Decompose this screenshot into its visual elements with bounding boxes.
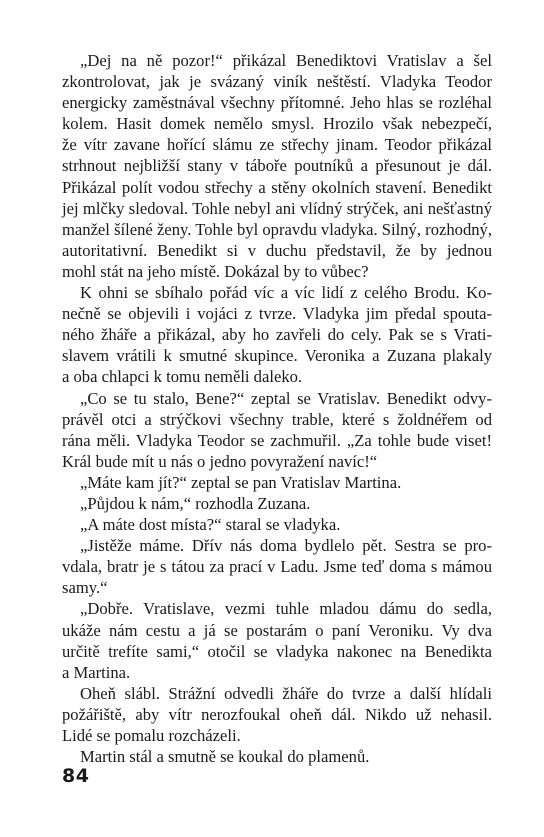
text-line: „Jistěže máme. Dřív nás doma bydlelo pět. Sestra se pro- (80, 536, 492, 556)
text-line: strhnout nejbližší stany v táboře poutníků a přesunout je dál. (62, 156, 492, 176)
text-line: zkontrolovat, jak je svázaný viník neštěstí. Vladyka Teodor (62, 72, 492, 92)
paragraph (62, 598, 492, 682)
text-line: manžel šílené ženy. Tohle byl opravdu vladyka. Silný, rozhodný, (62, 219, 492, 239)
book-page-text (62, 50, 492, 767)
paragraph (62, 388, 492, 472)
text-line: samy.“ (62, 578, 108, 598)
text-line: „Půjdou k nám,“ rozhodla Zuzana. (80, 493, 311, 513)
text-line: kolem. Hasit domek nemělo smysl. Hrozilo však nebezpečí, (62, 114, 492, 134)
paragraph (62, 472, 492, 493)
text-line: Martin stál a smutně se koukal do plamenů. (80, 747, 370, 767)
text-line: Král bude mít u nás o jedno povyražení navíc!“ (62, 451, 378, 471)
text-line: „A máte dost místa?“ staral se vladyka. (80, 515, 341, 535)
paragraph (62, 282, 492, 387)
text-line: ukáže nám cestu a já se postarám o paní Veroniku. Vy dva (62, 620, 492, 640)
text-line: jej mlčky sledoval. Tohle nebyl ani vlídný strýček, ani nešťastný (62, 198, 492, 218)
paragraph (62, 535, 492, 598)
text-line: ného žháře a přikázal, aby ho zavřeli do cely. Pak se s Vrati- (62, 325, 492, 345)
text-line: požářiště, aby vítr nerozfoukal oheň dál. Nikdo už nehasil. (62, 704, 492, 724)
text-line: „Dobře. Vratislave, vezmi tuhle mladou dámu do sedla, (80, 599, 492, 619)
paragraph (62, 683, 492, 746)
text-line: nečně se objevili i vojáci z tvrze. Vladyka jim předal spouta- (62, 304, 492, 324)
text-line: určitě trefíte sami,“ otočil se vladyka nakonec na Benedikta (62, 641, 492, 661)
text-line: právěl otci a strýčkovi všechny trable, které s žoldnéřem od (62, 409, 492, 429)
text-line: autoritativní. Benedikt si v duchu představil, že by jednou (62, 240, 492, 260)
text-line: Oheň slábl. Strážní odvedli žháře do tvrze a další hlídali (80, 683, 492, 703)
paragraph (62, 514, 492, 535)
text-line: Přikázal polít vodou střechy a stěny okolních stavení. Benedikt (62, 177, 492, 197)
page-number: 84 (62, 765, 90, 787)
text-line: a oba chlapci k tomu neměli daleko. (62, 367, 303, 387)
text-line: vdala, bratr je s tátou za prací v Ladu. Jsme teď doma s mámou (62, 557, 492, 577)
text-line: že vítr zavane hořící slámu ze střechy jinam. Teodor přikázal (62, 135, 492, 155)
paragraph (62, 493, 492, 514)
text-line: mohl stát na jeho místě. Dokázal by to vůbec? (62, 261, 369, 281)
paragraph (62, 746, 492, 767)
text-line: „Máte kam jít?“ zeptal se pan Vratislav Martina. (80, 472, 402, 492)
paragraph (62, 50, 492, 282)
text-line: rána měli. Vladyka Teodor se zachmuřil. „Za tohle bude viset! (62, 430, 492, 450)
text-line: K ohni se sbíhalo pořád víc a víc lidí z celého Brodu. Ko- (80, 283, 492, 303)
text-line: „Dej na ně pozor!“ přikázal Benediktovi Vratislav a šel (80, 51, 492, 70)
text-line: slavem vrátili k smutné skupince. Veronika a Zuzana plakaly (62, 346, 492, 366)
text-line: Lidé se pomalu rozcházeli. (62, 726, 241, 745)
text-line: „Co se tu stalo, Bene?“ zeptal se Vratislav. Benedikt odvy- (80, 388, 492, 408)
text-line: a Martina. (62, 662, 131, 682)
text-line: energicky zaměstnával všechny přítomné. Jeho hlas se rozléhal (62, 93, 492, 113)
